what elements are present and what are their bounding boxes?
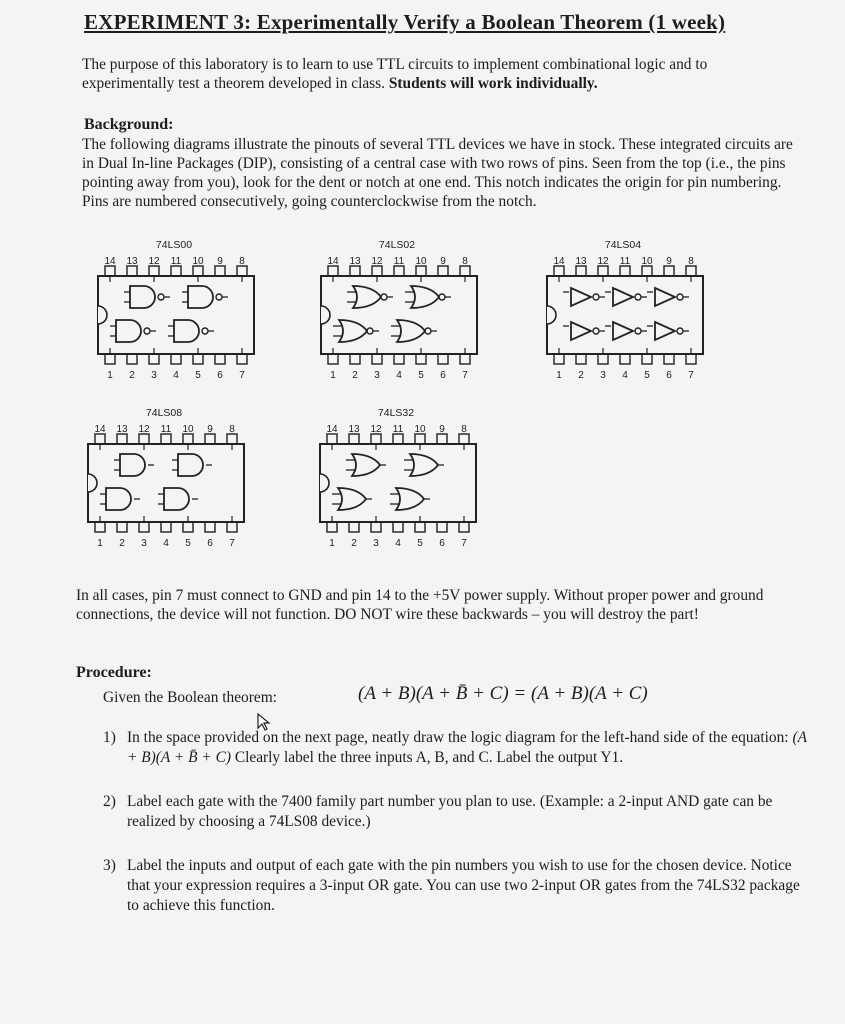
or-gate-symbol [410,454,438,476]
and-gate-symbol [120,454,145,476]
bottom-pin [139,522,149,532]
not-gate-symbol [655,288,675,306]
pin-number-label: 3 [373,538,379,549]
nand-gate-symbol [188,286,213,308]
pin-number-label: 10 [414,424,426,435]
or-gate-symbol [396,488,424,510]
and-gate-symbol [106,488,131,510]
pin-number-label: 11 [170,256,182,267]
top-pin [171,266,181,276]
top-pin [576,266,586,276]
inversion-bubble [158,294,164,300]
bottom-pin [372,354,382,364]
top-pin [349,434,359,444]
bottom-pin [149,354,159,364]
pin-number-label: 14 [326,424,338,435]
pin-number-label: 11 [392,424,404,435]
pin-number-label: 10 [192,256,204,267]
c02-part-label: 74LS02 [378,239,416,251]
power-warning: In all cases, pin 7 must connect to GND and pin 14 to the +5V power supply. Without proper power and ground connections, the device will not function. DO NOT wire these backwards – you will destroy the part! [76,587,764,623]
purpose-paragraph [82,55,794,93]
pin-number-label: 2 [119,538,125,549]
pin-number-label: 11 [393,256,405,267]
top-pin [642,266,652,276]
bottom-pin [327,522,337,532]
nor-gate-symbol [411,286,439,308]
chip-74ls00-pinout [84,236,264,396]
top-pin [149,266,159,276]
pin-number-label: 3 [374,370,380,381]
bottom-pin [328,354,338,364]
pin-number-label: 13 [348,424,360,435]
pin-number-label: 9 [207,424,213,435]
c02-diagram [307,236,487,396]
bottom-pin [620,354,630,364]
procedure-step-3 [103,856,803,920]
bottom-pin [416,354,426,364]
step-3-text: Label the inputs and output of each gate with the pin numbers you wish to use for the chosen device. Notice that your expression requires a 3-input OR gate. You can use two 2-input OR gates from the 74LS32 package to achieve this function. [127,857,800,914]
inversion-bubble [677,294,683,300]
pin-number-label: 5 [185,538,191,549]
bottom-pin [371,522,381,532]
top-pin [237,266,247,276]
pin-number-label: 10 [641,256,653,267]
inversion-bubble [635,294,641,300]
bottom-pin [460,354,470,364]
pin-number-label: 6 [217,370,223,381]
pin-number-label: 12 [138,424,150,435]
pin-number-label: 12 [148,256,160,267]
pin-number-label: 4 [395,538,401,549]
top-pin [394,266,404,276]
pin-number-label: 9 [666,256,672,267]
top-pin [127,266,137,276]
bottom-pin [117,522,127,532]
pin-number-label: 12 [371,256,383,267]
inversion-bubble [144,328,150,334]
pin-number-label: 13 [116,424,128,435]
top-pin [371,434,381,444]
purpose-text: The purpose of this laboratory is to learn to use TTL circuits to implement combinational logic and to experimentally test a theorem developed in class. [82,56,708,92]
pin-number-label: 4 [622,370,628,381]
or-gate-symbol [352,454,380,476]
pin-number-label: 8 [461,424,467,435]
step-1-expression: (A + B)(A + B̄ + C) [127,729,807,766]
top-pin [415,434,425,444]
pin-number-label: 3 [600,370,606,381]
or-gate-symbol [338,488,366,510]
pin-number-label: 12 [597,256,609,267]
step-1-number: 1) [103,729,116,746]
not-gate-symbol [571,322,591,340]
not-gate-symbol [571,288,591,306]
bottom-pin [171,354,181,364]
pin-number-label: 2 [129,370,135,381]
pin-number-label: 1 [97,538,103,549]
top-pin [95,434,105,444]
notch-icon [98,306,107,324]
top-pin [215,266,225,276]
top-pin [350,266,360,276]
top-pin [105,266,115,276]
pin-number-label: 4 [173,370,179,381]
pin-number-label: 5 [644,370,650,381]
top-pin [438,266,448,276]
bottom-pin [686,354,696,364]
step-1-text-b: Clearly label the three inputs A, B, and C. Label the output Y1. [234,749,624,766]
pin-number-label: 3 [141,538,147,549]
notch-icon [88,474,97,492]
bottom-pin [415,522,425,532]
background-heading: Background: [84,116,174,133]
pin-number-label: 10 [415,256,427,267]
and-gate-symbol [164,488,189,510]
bottom-pin [105,354,115,364]
bottom-pin [576,354,586,364]
top-pin [139,434,149,444]
bottom-pin [349,522,359,532]
chip-74ls32-pinout [306,404,486,564]
chip-74ls08-pinout [74,404,254,564]
notch-icon [321,306,330,324]
chip-74ls04-pinout [533,236,713,396]
pin-number-label: 14 [327,256,339,267]
procedure-step-1 [103,728,807,772]
step-1-text-a: In the space provided on the next page, neatly draw the logic diagram for the left-hand side of the equation: [127,729,789,746]
pin-number-label: 12 [370,424,382,435]
boolean-theorem: (A + B)(A + B̄ + C) = (A + B)(A + C) [358,683,648,704]
top-pin [327,434,337,444]
page-title: EXPERIMENT 3: Experimentally Verify a Boolean Theorem (1 week) [84,10,726,34]
top-pin [393,434,403,444]
top-pin [598,266,608,276]
nor-gate-symbol [339,320,367,342]
pin-number-label: 1 [107,370,113,381]
bottom-pin [394,354,404,364]
pin-number-label: 13 [126,256,138,267]
top-pin [686,266,696,276]
pin-number-label: 7 [462,370,468,381]
top-pin [193,266,203,276]
top-pin [437,434,447,444]
bottom-pin [127,354,137,364]
pin-number-label: 6 [207,538,213,549]
bottom-pin [438,354,448,364]
bottom-pin [161,522,171,532]
pin-number-label: 6 [439,538,445,549]
bottom-pin [437,522,447,532]
pin-number-label: 9 [439,424,445,435]
top-pin [328,266,338,276]
bottom-pin [393,522,403,532]
c08-part-label: 74LS08 [145,407,183,419]
step-2-text: Label each gate with the 7400 family part number you plan to use. (Example: a 2-input AND gate can be realized by choosing a 74LS08 device.) [127,793,773,830]
c32-part-label: 74LS32 [377,407,415,419]
pin-number-label: 9 [440,256,446,267]
step-3-number: 3) [103,857,116,874]
top-pin [554,266,564,276]
top-pin [664,266,674,276]
bottom-pin [215,354,225,364]
pin-number-label: 4 [396,370,402,381]
pin-number-label: 5 [417,538,423,549]
pin-number-label: 11 [160,424,172,435]
pin-number-label: 1 [330,370,336,381]
pin-number-label: 7 [229,538,235,549]
not-gate-symbol [655,322,675,340]
c04-diagram [533,236,713,396]
c32-diagram [306,404,486,564]
procedure-step-2 [103,792,803,836]
top-pin [227,434,237,444]
pin-number-label: 6 [666,370,672,381]
c00-part-label: 74LS00 [155,239,193,251]
background-text: The following diagrams illustrate the pinouts of several TTL devices we have in stock. These integrated circuits are in Dual In-line Packages (DIP), consisting of a central case with two rows of pins. Seen from the top (i.e., the pins pointing away from you), look for the dent or notch at one end. This notch indicates the origin for pin numbering. Pins are numbered consecutively, going counterclockwise from the notch. [82,136,793,210]
nor-gate-symbol [353,286,381,308]
top-pin [416,266,426,276]
bottom-pin [237,354,247,364]
pin-number-label: 14 [104,256,116,267]
pin-number-label: 14 [553,256,565,267]
inversion-bubble [593,328,599,334]
inversion-bubble [593,294,599,300]
pin-number-label: 13 [575,256,587,267]
bottom-pin [598,354,608,364]
and-gate-symbol [178,454,203,476]
notch-icon [320,474,329,492]
pin-number-label: 2 [578,370,584,381]
step-2-number: 2) [103,793,116,810]
top-pin [372,266,382,276]
pin-number-label: 5 [195,370,201,381]
pin-number-label: 1 [556,370,562,381]
pin-number-label: 8 [239,256,245,267]
top-pin [205,434,215,444]
pin-number-label: 11 [619,256,631,267]
top-pin [161,434,171,444]
pin-number-label: 7 [239,370,245,381]
nor-gate-symbol [397,320,425,342]
pin-number-label: 5 [418,370,424,381]
inversion-bubble [216,294,222,300]
bottom-pin [642,354,652,364]
bottom-pin [227,522,237,532]
pin-number-label: 6 [440,370,446,381]
nand-gate-symbol [130,286,155,308]
bottom-pin [554,354,564,364]
pin-number-label: 1 [329,538,335,549]
top-pin [183,434,193,444]
notch-icon [547,306,556,324]
bottom-pin [95,522,105,532]
not-gate-symbol [613,288,633,306]
bottom-pin [664,354,674,364]
top-pin [460,266,470,276]
top-pin [620,266,630,276]
pin-number-label: 7 [688,370,694,381]
pin-number-label: 13 [349,256,361,267]
inversion-bubble [202,328,208,334]
top-pin [459,434,469,444]
given-theorem-label: Given the Boolean theorem: [103,689,277,706]
pin-number-label: 7 [461,538,467,549]
top-pin [117,434,127,444]
pin-number-label: 4 [163,538,169,549]
pin-number-label: 10 [182,424,194,435]
pin-number-label: 2 [352,370,358,381]
pin-number-label: 9 [217,256,223,267]
not-gate-symbol [613,322,633,340]
inversion-bubble [635,328,641,334]
c08-diagram [74,404,254,564]
inversion-bubble [677,328,683,334]
procedure-heading: Procedure: [76,664,152,681]
pin-number-label: 8 [229,424,235,435]
bottom-pin [350,354,360,364]
pin-number-label: 3 [151,370,157,381]
purpose-emphasis: Students will work individually. [388,75,598,92]
bottom-pin [183,522,193,532]
pin-number-label: 8 [688,256,694,267]
nand-gate-symbol [116,320,141,342]
nand-gate-symbol [174,320,199,342]
pin-number-label: 14 [94,424,106,435]
bottom-pin [205,522,215,532]
c04-part-label: 74LS04 [604,239,642,251]
c00-diagram [84,236,264,396]
chip-74ls02-pinout [307,236,487,396]
bottom-pin [459,522,469,532]
pin-number-label: 2 [351,538,357,549]
bottom-pin [193,354,203,364]
pin-number-label: 8 [462,256,468,267]
